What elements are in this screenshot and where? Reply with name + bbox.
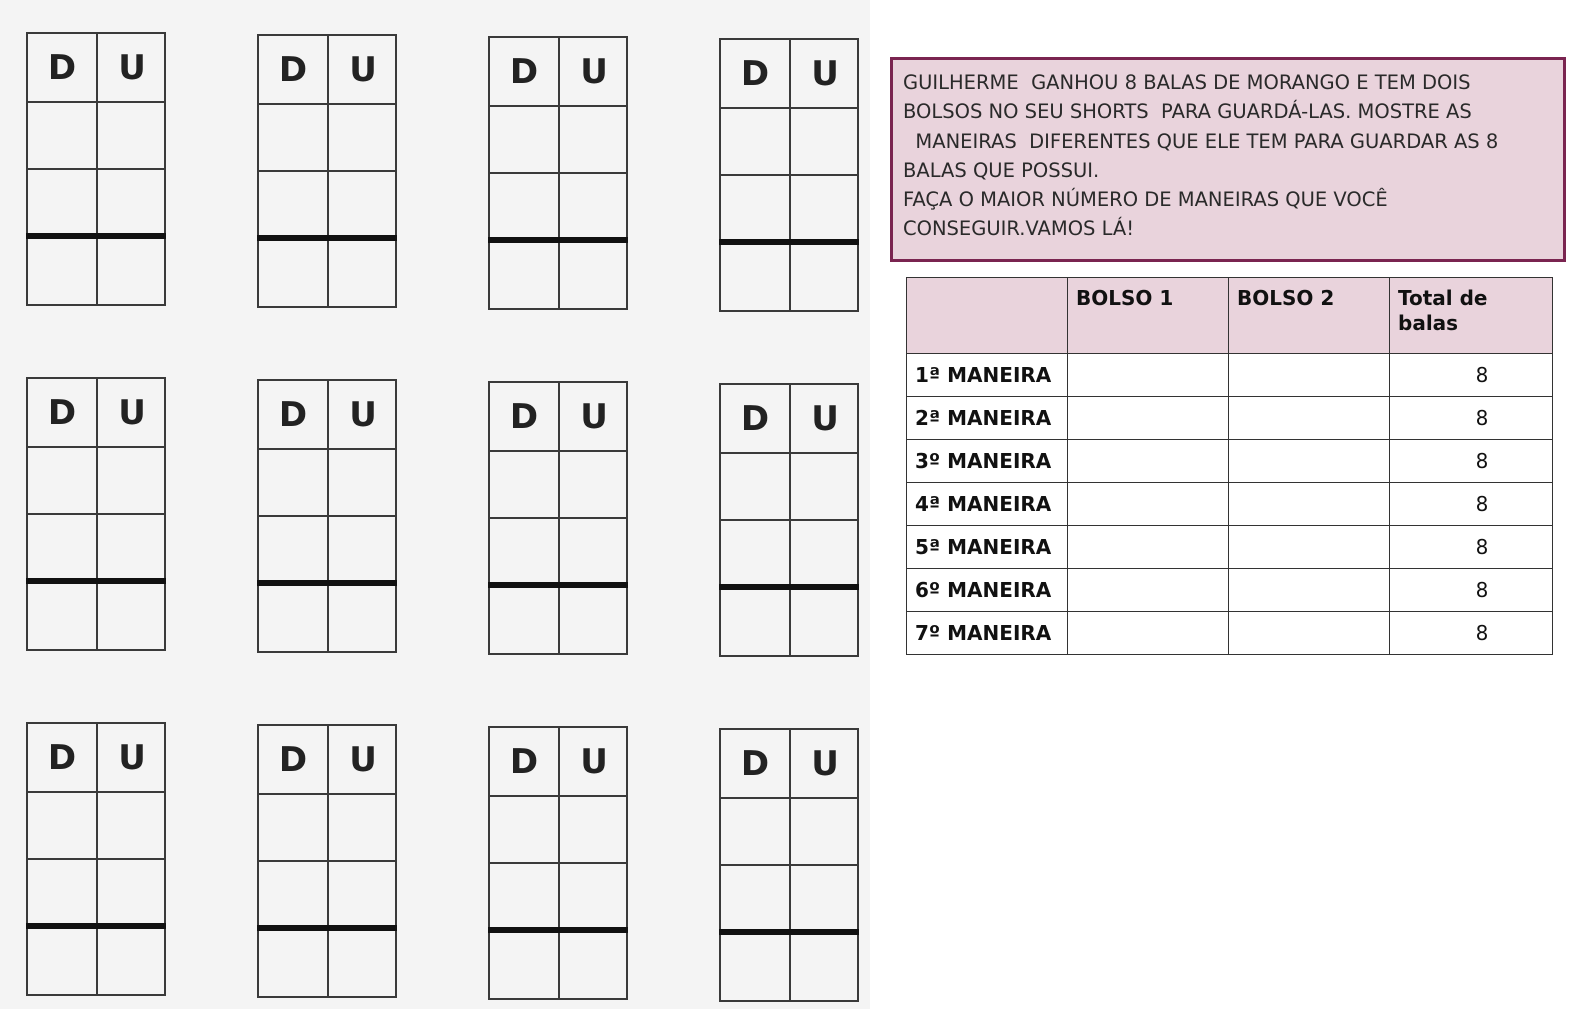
total-cell: 8: [1390, 569, 1553, 612]
unidade-label: U: [811, 399, 839, 439]
way-label: 4ª MANEIRA: [907, 483, 1068, 526]
way-label: 6º MANEIRA: [907, 569, 1068, 612]
bolso-1-cell[interactable]: [1068, 354, 1229, 397]
problem-statement: [890, 57, 1566, 262]
total-cell: 8: [1390, 483, 1553, 526]
total-cell: 8: [1390, 440, 1553, 483]
bolso-1-cell[interactable]: [1068, 397, 1229, 440]
dezena-label: D: [278, 50, 308, 90]
bolso-1-cell[interactable]: [1068, 569, 1229, 612]
dezena-label: D: [509, 397, 539, 437]
unidade-label: U: [118, 48, 146, 88]
unidade-label: U: [811, 744, 839, 784]
dezena-label: D: [47, 48, 77, 88]
way-label: 1ª MANEIRA: [907, 354, 1068, 397]
unidade-label: U: [349, 740, 377, 780]
way-label: 2ª MANEIRA: [907, 397, 1068, 440]
unidade-label: U: [118, 738, 146, 778]
bolso-2-cell[interactable]: [1229, 526, 1390, 569]
bolso-2-cell[interactable]: [1229, 612, 1390, 655]
total-cell: 8: [1390, 354, 1553, 397]
unidade-label: U: [580, 742, 608, 782]
way-label: 7º MANEIRA: [907, 612, 1068, 655]
unidade-label: U: [349, 50, 377, 90]
unidade-label: U: [118, 393, 146, 433]
dezena-label: D: [740, 744, 770, 784]
header-bolso-1: BOLSO 1: [1068, 278, 1229, 354]
bolso-2-cell[interactable]: [1229, 569, 1390, 612]
dezena-label: D: [47, 738, 77, 778]
du-grid: [257, 379, 397, 653]
dezena-label: D: [278, 740, 308, 780]
bolso-2-cell[interactable]: [1229, 440, 1390, 483]
problem-line: GUILHERME GANHOU 8 BALAS DE MORANGO E TEM DOIS: [903, 71, 1471, 94]
total-cell: 8: [1390, 612, 1553, 655]
du-grid: [488, 726, 628, 1000]
table-row: [907, 440, 1553, 483]
du-grid: [488, 381, 628, 655]
way-label: 3º MANEIRA: [907, 440, 1068, 483]
problem-line: MANEIRAS DIFERENTES QUE ELE TEM PARA GUARDAR AS 8: [903, 129, 1499, 153]
table-row: [907, 612, 1553, 655]
dezena-label: D: [509, 52, 539, 92]
du-grid: [26, 32, 166, 306]
table-row: [907, 483, 1553, 526]
unidade-label: U: [580, 52, 608, 92]
table-row: [907, 526, 1553, 569]
table-row: [907, 569, 1553, 612]
dezena-label: D: [740, 399, 770, 439]
problem-line: CONSEGUIR.VAMOS LÁ!: [903, 217, 1135, 241]
dezena-label: D: [740, 54, 770, 94]
bolso-1-cell[interactable]: [1068, 440, 1229, 483]
problem-line: FAÇA O MAIOR NÚMERO DE MANEIRAS QUE VOCÊ: [903, 188, 1388, 212]
ways-table: [906, 277, 1553, 655]
du-grid: [257, 724, 397, 998]
du-grid: [719, 38, 859, 312]
header-empty-cell: [907, 278, 1068, 354]
bolso-1-cell[interactable]: [1068, 526, 1229, 569]
unidade-label: U: [349, 395, 377, 435]
dezena-label: D: [278, 395, 308, 435]
du-grid: [719, 728, 859, 1002]
bolso-2-cell[interactable]: [1229, 483, 1390, 526]
total-cell: 8: [1390, 397, 1553, 440]
du-grid: [26, 377, 166, 651]
bolso-2-cell[interactable]: [1229, 354, 1390, 397]
way-label: 5ª MANEIRA: [907, 526, 1068, 569]
dezena-label: D: [47, 393, 77, 433]
du-grid: [488, 36, 628, 310]
du-grid: [26, 722, 166, 996]
bolso-1-cell[interactable]: [1068, 483, 1229, 526]
bolso-2-cell[interactable]: [1229, 397, 1390, 440]
du-grid: [719, 383, 859, 657]
unidade-label: U: [811, 54, 839, 94]
table-row: [907, 354, 1553, 397]
header-total: Total de balas: [1390, 278, 1553, 354]
header-bolso-2: BOLSO 2: [1229, 278, 1390, 354]
problem-line: BOLSOS NO SEU SHORTS PARA GUARDÁ-LAS. MOSTRE AS: [903, 100, 1472, 124]
unidade-label: U: [580, 397, 608, 437]
table-header-row: [907, 278, 1553, 354]
du-grid: [257, 34, 397, 308]
table-row: [907, 397, 1553, 440]
total-cell: 8: [1390, 526, 1553, 569]
dezena-label: D: [509, 742, 539, 782]
problem-line: BALAS QUE POSSUI.: [903, 158, 1100, 182]
bolso-1-cell[interactable]: [1068, 612, 1229, 655]
